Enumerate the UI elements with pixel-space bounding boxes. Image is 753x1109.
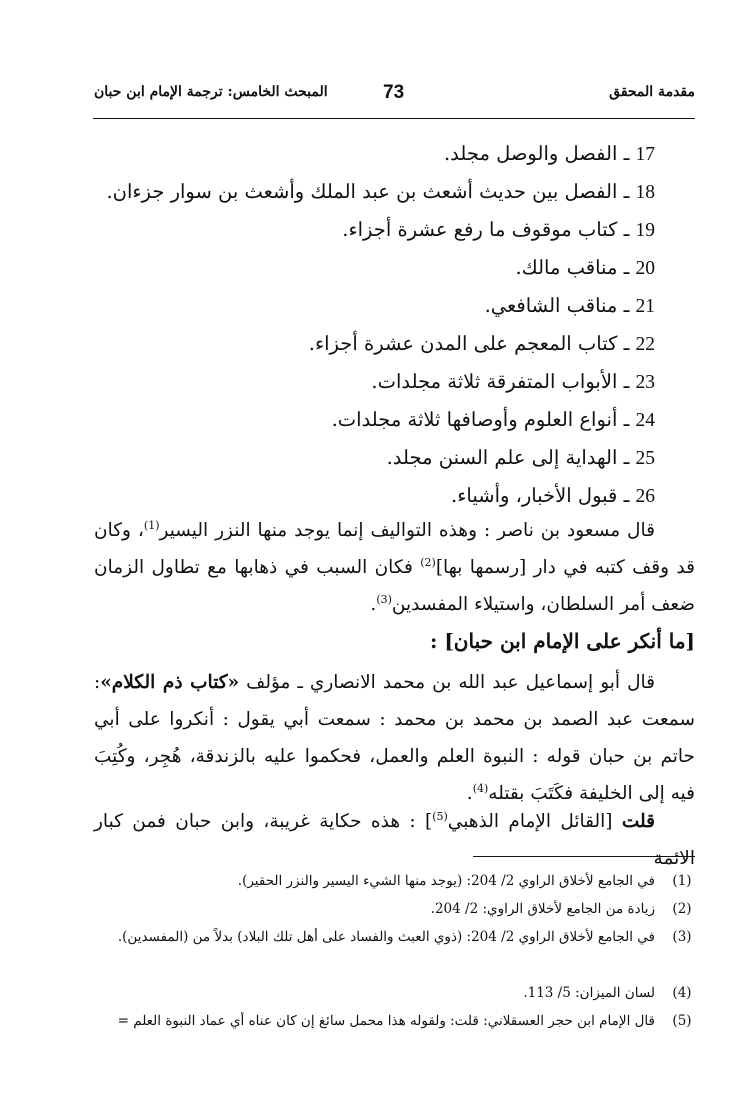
list-item — [309, 329, 655, 360]
footnote-ref: (4) — [472, 781, 489, 795]
footnote — [90, 1010, 695, 1032]
paragraph-masud-ibn-nasir: قال مسعود بن ناصر : وهذه التواليف إنما يوجد منها النزر اليسير$^{(1)}$، وكان قد وقف كتبه في دار [رسمها بها]$^{(2)}$ فكان السبب في ذهابها مع تطاول الزمان ضعف أمر السلطان، واستيلاء المفسدين$^{(3)}$. — [94, 518, 695, 615]
list-item — [515, 253, 655, 284]
page-number: 73 — [383, 82, 405, 103]
footnote-number: (4) — [672, 985, 692, 1001]
list-item — [332, 405, 655, 436]
footnote-text: في الجامع لأخلاق الراوي 2/ 204: (ذوي العبث والفساد على أهل تلك البلاد) بدلاً من (المفسدين). — [117, 929, 655, 945]
list-item — [106, 177, 655, 208]
footnote-number: (2) — [672, 901, 692, 917]
list-item-number: 23 — [635, 372, 655, 393]
qultu-label: قلت — [621, 811, 655, 832]
footnote-text: زيادة من الجامع لأخلاق الراوي: 2/ 204. — [430, 901, 655, 917]
footnote-text: قال الإمام ابن حجر العسقلاني: قلت: ولقوله هذا محمل سائغ إن كان عناه أي عماد النبوة العلم = — [117, 1013, 655, 1029]
list-item-number: 25 — [635, 448, 655, 469]
footnote-divider — [473, 856, 695, 857]
footnote-number: (1) — [672, 873, 692, 889]
footnote-ref: (2) — [420, 555, 436, 569]
list-item-text: ـ أنواع العلوم وأوصافها ثلاثة مجلدات. — [331, 408, 630, 431]
list-item-text: ـ الفصل بين حديث أشعث بن عبد الملك وأشعث بن سوار جزءان. — [106, 180, 630, 203]
footnote-text: في الجامع لأخلاق الراوي 2/ 204: (يوجد منها الشيء اليسير والنزر الحقير). — [237, 873, 655, 889]
list-item-number: 21 — [635, 296, 655, 317]
header-divider — [93, 118, 695, 119]
book-title: «كتاب ذم الكلام» — [100, 672, 240, 693]
footnote — [90, 870, 695, 892]
list-item-text: ـ كتاب موقوف ما رفع عشرة أجزاء. — [342, 218, 630, 241]
running-header-chapter: المبحث الخامس: ترجمة الإمام ابن حبان — [94, 84, 328, 100]
running-header-section: مقدمة المحقق — [609, 84, 695, 100]
footnote-number: (5) — [672, 1013, 692, 1029]
footnote-ref: (1) — [143, 518, 160, 532]
list-item — [451, 481, 655, 512]
footnote-text: لسان الميزان: 5/ 113. — [523, 985, 655, 1001]
list-item-text: ـ مناقب الشافعي. — [484, 294, 630, 317]
list-item-number: 24 — [635, 410, 655, 431]
list-item — [485, 291, 655, 322]
footnote — [90, 898, 695, 920]
footnote-number: (3) — [672, 929, 692, 945]
list-item-text: ـ الهداية إلى علم السنن مجلد. — [386, 446, 630, 469]
list-item-number: 26 — [635, 486, 655, 507]
footnote-ref: (3) — [376, 592, 392, 606]
paragraph-dhahabi: قلت [القائل الإمام الذهبي$^{(5)}$] : هذه حكاية غريبة، وابن حبان فمن كبار الائمة — [94, 809, 695, 869]
list-item-number: 18 — [635, 182, 655, 203]
list-item-number: 19 — [635, 220, 655, 241]
list-item-number: 17 — [635, 144, 655, 165]
footnote-ref: (5) — [432, 809, 448, 823]
list-item — [342, 215, 655, 246]
footnote — [90, 982, 695, 1004]
list-item — [387, 443, 655, 474]
list-item — [371, 367, 655, 398]
section-heading: [ما أنكر على الإمام ابن حبان] : — [430, 629, 695, 653]
list-item-text: ـ الفصل والوصل مجلد. — [443, 142, 630, 165]
list-item-text: ـ كتاب المعجم على المدن عشرة أجزاء. — [308, 332, 630, 355]
list-item-number: 20 — [635, 258, 655, 279]
list-item-text: ـ قبول الأخبار، وأشياء. — [451, 484, 630, 507]
list-item-text: ـ الأبواب المتفرقة ثلاثة مجلدات. — [371, 370, 630, 393]
list-item-number: 22 — [635, 334, 655, 355]
list-item — [444, 139, 655, 170]
list-item-text: ـ مناقب مالك. — [515, 256, 630, 279]
paragraph-ansari: قال أبو إسماعيل عبد الله بن محمد الانصاري ـ مؤلف «كتاب ذم الكلام»: سمعت عبد الصمد بن محمد بن محمد : سمعت أبي يقول : أنكروا على أبي حاتم بن حبان قوله : النبوة العلم والعمل، فحكموا عليه بالزندقة، هُجِر، وكُتِبَ فيه إلى الخليفة فكَتَبَ بقتله$^{(4)}$. — [94, 672, 695, 804]
footnote — [90, 926, 695, 948]
